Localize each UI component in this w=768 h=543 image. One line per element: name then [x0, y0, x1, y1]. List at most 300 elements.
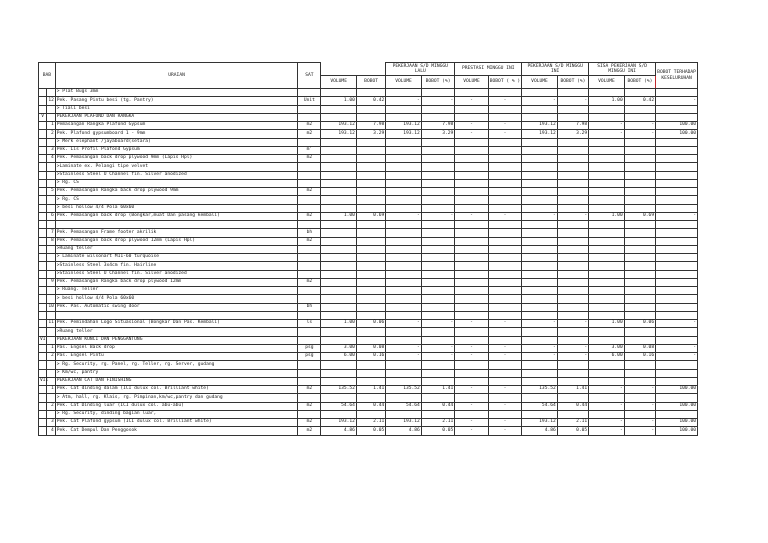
- cell-bab: [39, 245, 47, 253]
- cell-no: 1: [47, 344, 55, 352]
- cell-bab: V: [39, 113, 47, 121]
- cell-desc: Pek. Pasang Pintu besi (tg. Pantry): [55, 97, 298, 105]
- cell-b0: [356, 105, 385, 113]
- cell-b0: [356, 328, 385, 336]
- cell-b0: 0.42: [356, 97, 385, 105]
- cell-b0: 2.11: [356, 419, 385, 427]
- cell-bt: [656, 105, 698, 113]
- cell-no: 5: [47, 188, 55, 196]
- cell-v1: 135.52: [386, 386, 422, 394]
- cell-b3: [557, 311, 588, 319]
- cell-bt: 100.00: [656, 130, 698, 138]
- cell-bt: [656, 196, 698, 204]
- cell-sat: [298, 138, 321, 146]
- cell-bt: -: [656, 344, 698, 352]
- cell-desc: > Atm, hall, rg. Klais, rg. Pimpinan,km/wc,pantry dan gudang: [55, 394, 298, 402]
- cell-b1: [421, 336, 454, 344]
- cell-sat: m2: [298, 212, 321, 220]
- table-row: [39, 212, 698, 220]
- cell-b2: [488, 89, 521, 97]
- cell-b1: [421, 410, 454, 418]
- cell-bt: [656, 229, 698, 237]
- cell-desc: > Rg. CS: [55, 179, 298, 187]
- cell-b3: [557, 295, 588, 303]
- cell-b1: [421, 394, 454, 402]
- header-sd-minggu-ini: PEKERJAAN S/D MINGGU INI: [522, 63, 589, 76]
- cell-sat: [298, 221, 321, 229]
- cell-bab: [39, 419, 47, 427]
- cell-b2: [488, 163, 521, 171]
- cell-b4: [624, 171, 655, 179]
- cell-b3: [557, 410, 588, 418]
- cell-bab: [39, 163, 47, 171]
- cell-v2: -: [455, 344, 488, 352]
- cell-v4: [589, 229, 625, 237]
- table-row: [39, 328, 698, 336]
- cell-desc: >Stainless Steel 3x4cm fin. Hairline: [55, 262, 298, 270]
- cell-b1: 7.98: [421, 122, 454, 130]
- cell-b2: -: [488, 353, 521, 361]
- cell-b4: [624, 361, 655, 369]
- cell-b1: [421, 245, 454, 253]
- cell-b1: [421, 361, 454, 369]
- cell-v0: [321, 179, 357, 187]
- cell-b2: [488, 105, 521, 113]
- cell-sat: [298, 105, 321, 113]
- cell-b2: -: [488, 320, 521, 328]
- cell-v3: [522, 113, 558, 121]
- cell-v0: [321, 262, 357, 270]
- cell-bt: [656, 377, 698, 385]
- cell-desc: >Ruang teller: [55, 245, 298, 253]
- cell-desc: Pek. Pas. Automatic swing door: [55, 303, 298, 311]
- cell-bt: -: [656, 320, 698, 328]
- cell-b0: [356, 204, 385, 212]
- cell-b0: [356, 270, 385, 278]
- cell-b0: [356, 245, 385, 253]
- cell-v4: -: [589, 130, 625, 138]
- cell-b0: [356, 410, 385, 418]
- cell-bt: [656, 295, 698, 303]
- cell-b4: [624, 89, 655, 97]
- cell-b2: [488, 204, 521, 212]
- cell-v3: -: [522, 353, 558, 361]
- cell-sat: ls: [298, 320, 321, 328]
- cell-sat: m2: [298, 386, 321, 394]
- cell-v3: [522, 196, 558, 204]
- cell-v3: 54.64: [522, 402, 558, 410]
- section-row: [39, 377, 698, 385]
- cell-b3: [557, 89, 588, 97]
- cell-no: [47, 171, 55, 179]
- cell-v4: 1.00: [589, 212, 625, 220]
- cell-b3: [557, 262, 588, 270]
- cell-desc: > besi hollow 4/4 Pola 60x60: [55, 204, 298, 212]
- cell-no: [47, 254, 55, 262]
- table-row: [39, 254, 698, 262]
- header-bab: BAB: [39, 63, 56, 89]
- cell-v1: 4.86: [386, 427, 422, 435]
- cell-v1: -: [386, 212, 422, 220]
- table-row: [39, 229, 698, 237]
- cell-bab: [39, 320, 47, 328]
- cell-v4: -: [589, 122, 625, 130]
- cell-desc: > Rg. Security, rg. Panel, rg. Teller, rg. Server, gudang: [55, 361, 298, 369]
- cell-b0: [356, 163, 385, 171]
- cell-v3: [522, 311, 558, 319]
- cell-v3: [522, 303, 558, 311]
- cell-bt: [656, 287, 698, 295]
- cell-b4: [624, 270, 655, 278]
- cell-v4: [589, 89, 625, 97]
- cell-v4: [589, 138, 625, 146]
- cell-b4: 0.16: [624, 353, 655, 361]
- cell-desc: [55, 221, 298, 229]
- cell-b2: [488, 171, 521, 179]
- cell-bt: [656, 204, 698, 212]
- cell-b2: [488, 113, 521, 121]
- cell-sat: [298, 196, 321, 204]
- cell-v1: [386, 237, 422, 245]
- table-row: [39, 89, 698, 97]
- cell-b1: [421, 171, 454, 179]
- cell-desc: > Plat Bugs 3mm: [55, 89, 298, 97]
- cell-v2: [455, 89, 488, 97]
- cell-sat: [298, 410, 321, 418]
- cell-b2: [488, 328, 521, 336]
- cell-v2: [455, 146, 488, 154]
- table-row: [39, 171, 698, 179]
- cell-b1: [421, 138, 454, 146]
- table-row: [39, 122, 698, 130]
- cell-bt: [656, 155, 698, 163]
- cell-v4: [589, 146, 625, 154]
- cell-b0: [356, 221, 385, 229]
- cell-b4: [624, 229, 655, 237]
- cell-sat: psg: [298, 353, 321, 361]
- cell-b4: 0.08: [624, 344, 655, 352]
- cell-bt: [656, 171, 698, 179]
- cell-b3: -: [557, 97, 588, 105]
- header-sat: SAT: [298, 63, 321, 89]
- cell-b2: [488, 377, 521, 385]
- cell-bt: [656, 270, 698, 278]
- cell-bt: [656, 410, 698, 418]
- cell-bab: [39, 361, 47, 369]
- cell-bt: [656, 394, 698, 402]
- cell-no: [47, 89, 55, 97]
- cell-b4: [624, 303, 655, 311]
- cell-desc: Pek. Pemasangan back drop plywood 9mm (Lapis Hpl): [55, 155, 298, 163]
- cell-no: [47, 270, 55, 278]
- cell-sat: [298, 369, 321, 377]
- cell-v0: 1.00: [321, 320, 357, 328]
- cell-v2: [455, 254, 488, 262]
- cell-v4: [589, 221, 625, 229]
- cell-v0: 3.00: [321, 344, 357, 352]
- cell-bab: [39, 311, 47, 319]
- cell-b0: 3.29: [356, 130, 385, 138]
- cell-b3: 7.98: [557, 122, 588, 130]
- cell-b2: [488, 196, 521, 204]
- cell-v1: 54.64: [386, 402, 422, 410]
- table-row: [39, 394, 698, 402]
- table-row: [39, 155, 698, 163]
- cell-v0: [321, 105, 357, 113]
- cell-v0: 4.86: [321, 427, 357, 435]
- cell-v1: [386, 171, 422, 179]
- cell-v4: [589, 262, 625, 270]
- cell-b0: [356, 262, 385, 270]
- cell-v1: 193.12: [386, 419, 422, 427]
- cell-b3: -: [557, 320, 588, 328]
- cell-v4: [589, 113, 625, 121]
- cell-b0: [356, 138, 385, 146]
- cell-v1: [386, 369, 422, 377]
- cell-v1: [386, 287, 422, 295]
- cell-v0: [321, 377, 357, 385]
- cell-v1: [386, 394, 422, 402]
- header-bobot-total: BOBOT TERHADAP KESELURUHAN: [656, 63, 698, 89]
- cell-bab: [39, 212, 47, 220]
- cell-v4: [589, 303, 625, 311]
- cell-b3: [557, 270, 588, 278]
- cell-bab: VII: [39, 377, 47, 385]
- cell-v2: -: [455, 122, 488, 130]
- cell-v0: [321, 138, 357, 146]
- cell-bt: [656, 361, 698, 369]
- cell-b4: [624, 287, 655, 295]
- cell-bt: -: [656, 97, 698, 105]
- cell-v3: [522, 138, 558, 146]
- cell-b4: [624, 336, 655, 344]
- table-row: [39, 427, 698, 435]
- cell-bt: [656, 163, 698, 171]
- cell-sat: bh: [298, 303, 321, 311]
- table-row: [39, 196, 698, 204]
- cell-b4: [624, 254, 655, 262]
- cell-bab: [39, 328, 47, 336]
- cell-v2: [455, 311, 488, 319]
- cell-v3: [522, 287, 558, 295]
- cell-v0: [321, 113, 357, 121]
- cell-v0: [321, 394, 357, 402]
- cell-b3: [557, 237, 588, 245]
- cell-v1: [386, 377, 422, 385]
- cell-v1: [386, 336, 422, 344]
- cell-sat: [298, 245, 321, 253]
- cell-b0: [356, 369, 385, 377]
- cell-v0: 6.00: [321, 353, 357, 361]
- cell-v1: [386, 410, 422, 418]
- cell-v4: [589, 287, 625, 295]
- cell-b4: [624, 311, 655, 319]
- table-row: [39, 278, 698, 286]
- cell-b0: [356, 311, 385, 319]
- cell-v3: [522, 270, 558, 278]
- cell-v4: [589, 336, 625, 344]
- table-row: [39, 402, 698, 410]
- cell-desc: > Merk elephant /jayaboard(setara): [55, 138, 298, 146]
- cell-b1: [421, 262, 454, 270]
- cell-b1: [421, 303, 454, 311]
- cell-b3: [557, 204, 588, 212]
- cell-desc: PEKERJAAN CAT DAN FINISHING: [55, 377, 298, 385]
- cell-b1: [421, 369, 454, 377]
- cell-desc: Pek. Pemasangan Rangka back drop plywood 12mm: [55, 278, 298, 286]
- cell-desc: >Stainless Steel U Channel fin. Silver anodized: [55, 270, 298, 278]
- cell-b2: [488, 254, 521, 262]
- cell-b2: [488, 311, 521, 319]
- cell-v2: [455, 336, 488, 344]
- cell-bab: [39, 196, 47, 204]
- cell-desc: > Tiali besi: [55, 105, 298, 113]
- cell-b4: -: [624, 122, 655, 130]
- cell-v4: [589, 377, 625, 385]
- table-row: [39, 146, 698, 154]
- cell-v1: [386, 188, 422, 196]
- cell-v0: [321, 311, 357, 319]
- cell-b0: [356, 188, 385, 196]
- cell-sat: bh: [298, 229, 321, 237]
- cell-b1: 0.44: [421, 402, 454, 410]
- cell-b0: [356, 303, 385, 311]
- cell-b1: 0.05: [421, 427, 454, 435]
- cell-v0: [321, 287, 357, 295]
- cell-v1: [386, 295, 422, 303]
- cell-b2: [488, 287, 521, 295]
- cell-b0: 0.16: [356, 353, 385, 361]
- cell-bab: [39, 122, 47, 130]
- cell-v4: [589, 196, 625, 204]
- header-volume-0: VOLUME: [321, 76, 357, 89]
- cell-no: 8: [47, 237, 55, 245]
- cell-no: 2: [47, 130, 55, 138]
- cell-no: 3: [47, 419, 55, 427]
- cell-v1: 193.12: [386, 130, 422, 138]
- cell-v0: 1.00: [321, 212, 357, 220]
- cell-v0: 193.12: [321, 419, 357, 427]
- cell-b1: [421, 377, 454, 385]
- cell-v1: [386, 105, 422, 113]
- cell-b1: [421, 229, 454, 237]
- cell-v2: [455, 138, 488, 146]
- cell-desc: > Km/wc, pantry: [55, 369, 298, 377]
- cell-b2: [488, 303, 521, 311]
- cell-b4: [624, 113, 655, 121]
- cell-b4: -: [624, 402, 655, 410]
- header-bobot-2: BOBOT ( % ): [488, 76, 521, 89]
- cell-v4: 3.00: [589, 344, 625, 352]
- cell-bab: [39, 204, 47, 212]
- table-row: [39, 295, 698, 303]
- cell-v1: -: [386, 344, 422, 352]
- cell-b3: [557, 245, 588, 253]
- cell-bt: [656, 146, 698, 154]
- cell-b4: [624, 179, 655, 187]
- cell-b0: 0.69: [356, 212, 385, 220]
- cell-b1: [421, 204, 454, 212]
- cell-v4: -: [589, 427, 625, 435]
- cell-b0: [356, 155, 385, 163]
- cell-b1: 2.11: [421, 419, 454, 427]
- cell-v4: [589, 155, 625, 163]
- cell-b1: [421, 287, 454, 295]
- cell-v2: [455, 105, 488, 113]
- cell-v4: -: [589, 386, 625, 394]
- cell-b2: -: [488, 122, 521, 130]
- cell-v4: [589, 311, 625, 319]
- cell-v1: [386, 221, 422, 229]
- cell-b2: [488, 138, 521, 146]
- cell-b3: 0.05: [557, 427, 588, 435]
- cell-bt: [656, 311, 698, 319]
- cell-b0: [356, 336, 385, 344]
- cell-no: [47, 179, 55, 187]
- table-row: [39, 163, 698, 171]
- cell-b0: 0.44: [356, 402, 385, 410]
- cell-bt: [656, 369, 698, 377]
- cell-bab: [39, 105, 47, 113]
- cell-b1: [421, 311, 454, 319]
- table-row: [39, 353, 698, 361]
- cell-v4: [589, 245, 625, 253]
- cell-v4: [589, 270, 625, 278]
- cell-v0: [321, 171, 357, 179]
- cell-b0: 0.08: [356, 344, 385, 352]
- cell-desc: > Rg. Security, dinding bagian luar,: [55, 410, 298, 418]
- cell-b3: [557, 303, 588, 311]
- cell-bt: [656, 237, 698, 245]
- table-row: [39, 245, 698, 253]
- cell-bab: [39, 221, 47, 229]
- cell-v1: [386, 328, 422, 336]
- cell-b0: [356, 229, 385, 237]
- cell-v3: [522, 254, 558, 262]
- cell-v0: [321, 229, 357, 237]
- cell-sat: Unit: [298, 97, 321, 105]
- cell-v2: -: [455, 353, 488, 361]
- cell-v2: [455, 196, 488, 204]
- cell-v0: [321, 146, 357, 154]
- cell-b3: [557, 163, 588, 171]
- cell-b4: [624, 328, 655, 336]
- header-bobot-3: BOBOT (%): [557, 76, 588, 89]
- header-minggu-ini: PRESTASI MINGGU INI: [455, 63, 522, 76]
- cell-v1: [386, 262, 422, 270]
- cell-bt: 100.00: [656, 386, 698, 394]
- cell-v3: 193.12: [522, 419, 558, 427]
- cell-v2: [455, 179, 488, 187]
- cell-v0: 54.64: [321, 402, 357, 410]
- cell-b4: [624, 245, 655, 253]
- cell-v0: [321, 303, 357, 311]
- cell-sat: m2: [298, 278, 321, 286]
- cell-bab: [39, 130, 47, 138]
- cell-sat: m2: [298, 419, 321, 427]
- cell-v3: [522, 394, 558, 402]
- cell-desc: Pek. Cat dinding dalam (ICI dulux col. Brilliant white): [55, 386, 298, 394]
- cell-b3: -: [557, 353, 588, 361]
- cell-v3: [522, 245, 558, 253]
- cell-b1: -: [421, 97, 454, 105]
- cell-sat: [298, 328, 321, 336]
- cell-b2: -: [488, 386, 521, 394]
- cell-bt: 100.00: [656, 427, 698, 435]
- cell-bab: [39, 237, 47, 245]
- cell-b1: [421, 328, 454, 336]
- cell-b0: [356, 89, 385, 97]
